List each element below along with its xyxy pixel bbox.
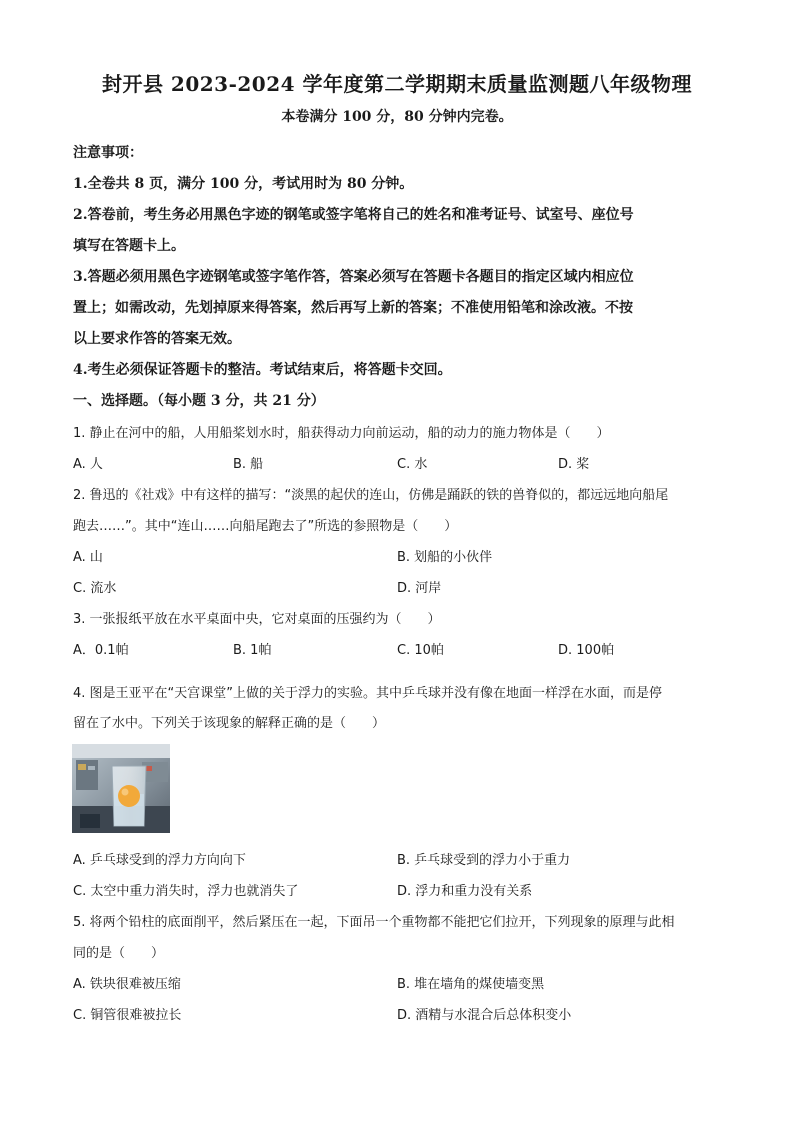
q4-option-a: A. 乒乓球受到的浮力方向向下 <box>73 853 246 868</box>
question-5-stem-line-2: 同的是（ ） <box>73 946 165 961</box>
q4-option-b: B. 乒乓球受到的浮力小于重力 <box>397 853 571 868</box>
question-2-stem-line-2: 跑去……”。其中“连山……向船尾跑去了”所选的参照物是（ ） <box>73 519 458 534</box>
space-station-photo-illustration <box>72 744 170 833</box>
exam-subtitle: 本卷满分 100 分，80 分钟内完卷。 <box>281 109 513 125</box>
q4-option-c: C. 太空中重力消失时，浮力也就消失了 <box>73 884 299 899</box>
question-4-stem-line-2: 留在了水中。下列关于该现象的解释正确的是（ ） <box>73 716 386 731</box>
q3-option-a: A．0.1帕 <box>73 643 129 658</box>
note-4: 4.考生必须保证答题卡的整洁。考试结束后，将答题卡交回。 <box>73 362 452 378</box>
q2-option-a: A. 山 <box>73 550 103 565</box>
q1-option-b: B. 船 <box>233 457 264 472</box>
q2-option-b: B. 划船的小伙伴 <box>397 550 493 565</box>
note-1: 1.全卷共 8 页，满分 100 分，考试用时为 80 分钟。 <box>73 176 414 192</box>
question-1-stem: 1. 静止在河中的船，人用船桨划水时，船获得动力向前运动，船的动力的施力物体是（ ） <box>73 426 610 441</box>
q1-option-c: C. 水 <box>397 457 428 472</box>
q5-option-b: B. 堆在墙角的煤使墙变黑 <box>397 977 545 992</box>
q1-option-a: A. 人 <box>73 457 103 472</box>
question-4-stem-line-1: 4. 图是王亚平在“天宫课堂”上做的关于浮力的实验。其中乒乓球并没有像在地面一样浮在水面，而是停 <box>73 686 663 701</box>
note-3-line-2: 置上；如需改动，先划掉原来得答案，然后再写上新的答案；不准使用铅笔和涂改液。不按 <box>73 300 633 316</box>
note-3-line-3: 以上要求作答的答案无效。 <box>73 331 241 347</box>
q3-option-d: D. 100帕 <box>558 643 615 658</box>
question-3-stem: 3. 一张报纸平放在水平桌面中央，它对桌面的压强约为（ ） <box>73 612 441 627</box>
q3-option-b: B. 1帕 <box>233 643 272 658</box>
exam-title: 封开县 2023-2024 学年度第二学期期末质量监测题八年级物理 <box>101 72 693 96</box>
note-2-line-1: 2.答卷前，考生务必用黑色字迹的钢笔或签字笔将自己的姓名和准考证号、试室号、座位号 <box>73 207 634 223</box>
q3-option-c: C. 10帕 <box>397 643 444 658</box>
question-5-stem-line-1: 5. 将两个铅柱的底面削平，然后紧压在一起，下面吊一个重物都不能把它们拉开，下列现象的原理与此相 <box>73 915 675 930</box>
q5-option-c: C. 铜管很难被拉长 <box>73 1008 182 1023</box>
note-2-line-2: 填写在答题卡上。 <box>73 238 185 254</box>
q5-option-d: D. 酒精与水混合后总体积变小 <box>397 1008 572 1023</box>
ping-pong-experiment-photo <box>72 744 170 833</box>
question-2-stem-line-1: 2. 鲁迅的《社戏》中有这样的描写：“淡黑的起伏的连山，仿佛是踊跃的铁的兽脊似的，都远远地向船尾 <box>73 488 669 503</box>
note-3-line-1: 3.答题必须用黑色字迹钢笔或签字笔作答，答案必须写在答题卡各题目的指定区域内相应位 <box>73 269 634 285</box>
q4-option-d: D. 浮力和重力没有关系 <box>397 884 533 899</box>
q2-option-d: D. 河岸 <box>397 581 442 596</box>
section-heading: 一、选择题。（每小题 3 分，共 21 分） <box>73 393 325 409</box>
q1-option-d: D. 桨 <box>558 457 590 472</box>
q2-option-c: C. 流水 <box>73 581 117 596</box>
notes-heading: 注意事项： <box>73 145 143 161</box>
q5-option-a: A. 铁块很难被压缩 <box>73 977 181 992</box>
